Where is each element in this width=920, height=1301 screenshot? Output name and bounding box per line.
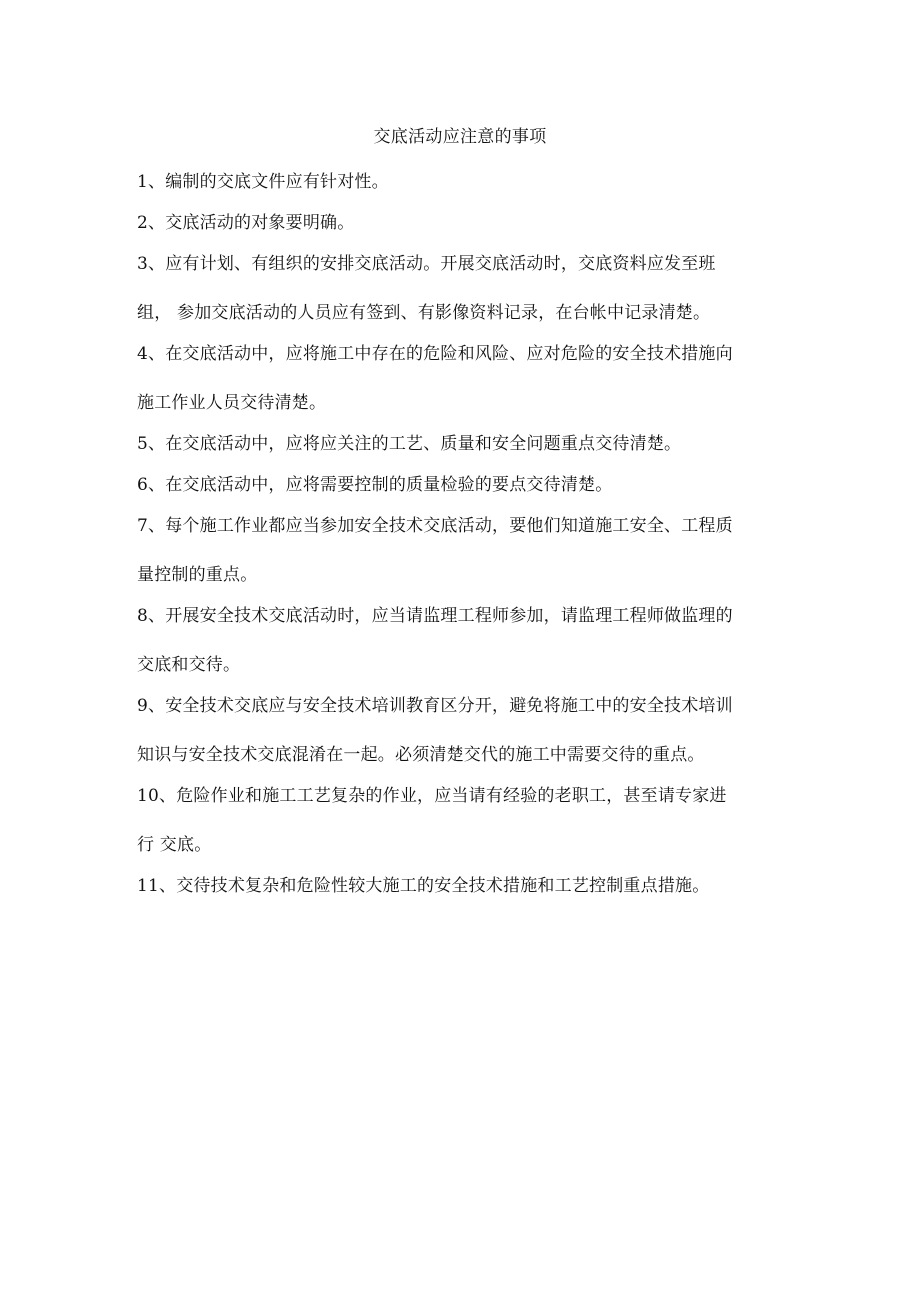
item-line: 4、在交底活动中，应将施工中存在的危险和风险、应对危险的安全技术措施向: [137, 344, 733, 364]
item-line: 施工作业人员交待清楚。: [137, 393, 327, 413]
item-list: [137, 170, 787, 905]
list-item: [137, 252, 787, 325]
item-line: 3、应有计划、有组织的安排交底活动。开展交底活动时，交底资料应发至班: [137, 254, 716, 274]
item-line: 2、交底活动的对象要明确。: [137, 213, 355, 233]
item-line: 8、开展安全技术交底活动时，应当请监理工程师参加，请监理工程师做监理的: [137, 606, 733, 626]
item-line: 知识与安全技术交底混淆在一起。必须清楚交代的施工中需要交待的重点。: [137, 745, 705, 765]
list-item: [137, 170, 787, 194]
item-line: 组， 参加交底活动的人员应有签到、有影像资料记录，在台帐中记录清楚。: [137, 303, 711, 323]
list-item: [137, 211, 787, 235]
item-line: 6、在交底活动中，应将需要控制的质量检验的要点交待清楚。: [137, 475, 613, 495]
item-line: 5、在交底活动中，应将应关注的工艺、质量和安全问题重点交待清楚。: [137, 434, 682, 454]
list-item: [137, 604, 787, 677]
list-item: [137, 874, 787, 898]
list-item: [137, 342, 787, 415]
list-item: [137, 473, 787, 497]
list-item: [137, 784, 787, 857]
item-line: 11、交待技术复杂和危险性较大施工的安全技术措施和工艺控制重点措施。: [137, 876, 710, 896]
list-item: [137, 694, 787, 767]
item-line: 9、安全技术交底应与安全技术培训教育区分开，避免将施工中的安全技术培训: [137, 696, 733, 716]
list-item: [137, 514, 787, 587]
item-line: 行 交底。: [137, 835, 212, 855]
document-title: 交底活动应注意的事项: [373, 127, 547, 147]
item-line: 7、每个施工作业都应当参加安全技术交底活动，要他们知道施工安全、工程质: [137, 516, 733, 536]
list-item: [137, 432, 787, 456]
item-line: 1、编制的交底文件应有针对性。: [137, 172, 389, 192]
item-line: 量控制的重点。: [137, 565, 258, 585]
item-line: 交底和交待。: [137, 655, 241, 675]
item-line: 10、危险作业和施工工艺复杂的作业，应当请有经验的老职工，甚至请专家进: [137, 786, 727, 806]
